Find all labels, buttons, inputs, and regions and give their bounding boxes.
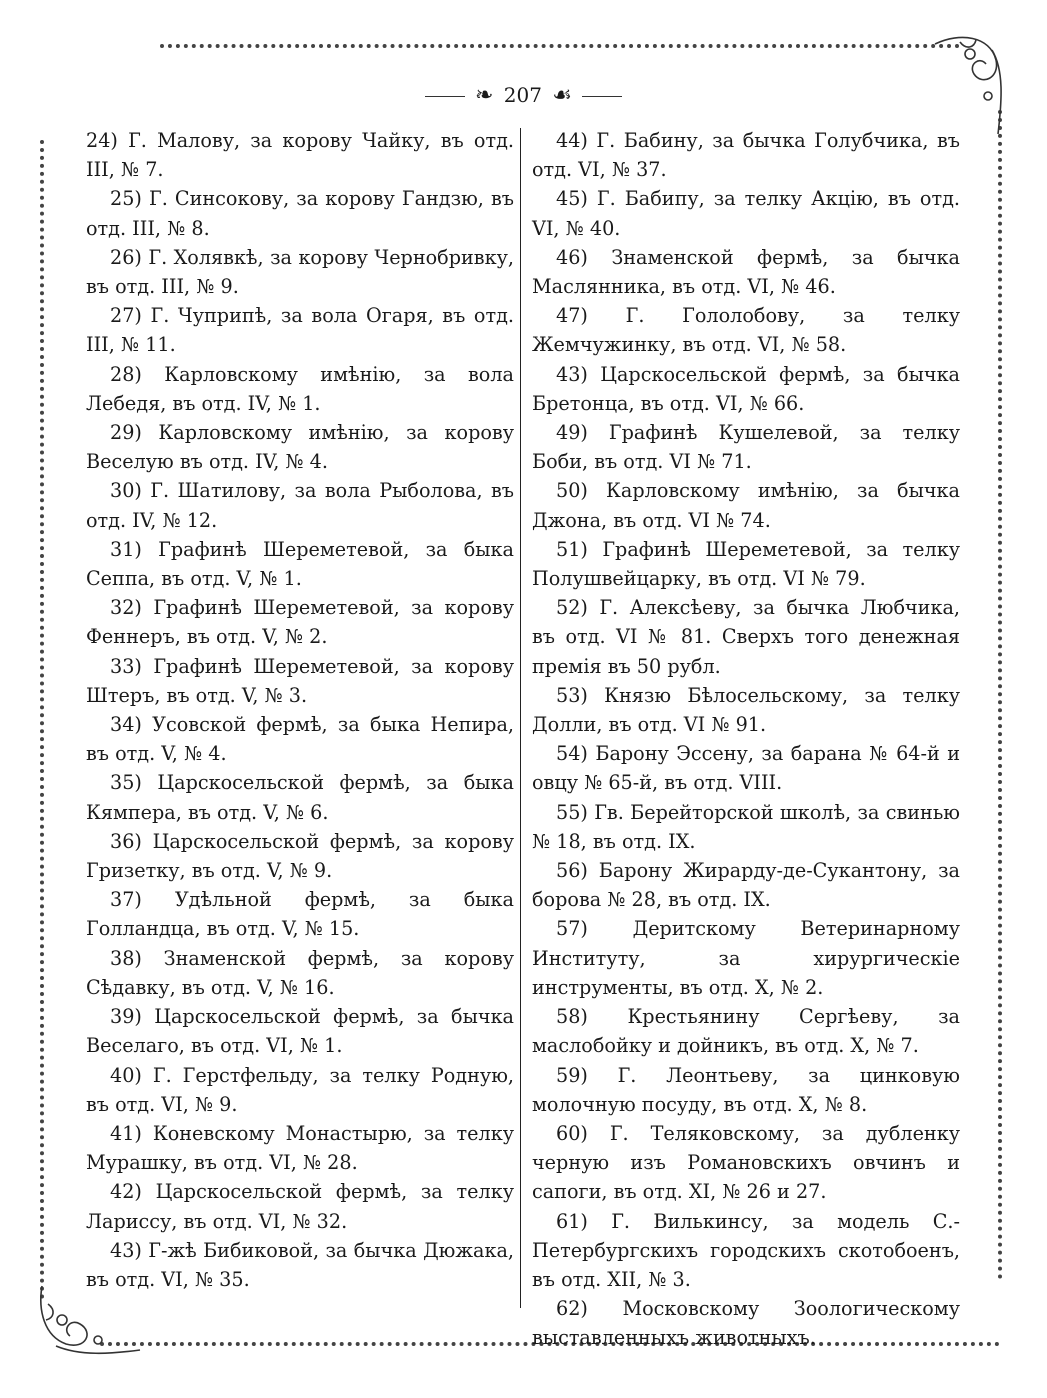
list-item: 24) Г. Малову, за корову Чайку, въ отд. III, № 7. [86, 129, 514, 182]
list-item: 28) Карловскому имѣнію, за вола Лебедя, въ отд. IV, № 1. [86, 362, 514, 415]
list-item: 47) Г. Гололобову, за телку Жемчужинку, въ отд. VI, № 58. [532, 304, 960, 357]
list-item: 52) Г. Алексѣеву, за бычка Любчика, въ отд. VI № 81. Сверхъ того денежная премія въ 50 рубл. [532, 596, 960, 678]
list-item: 34) Усовской фермѣ, за быка Непира, въ отд. V, № 4. [86, 713, 514, 766]
column-divider [520, 128, 521, 1308]
list-item: 53) Князю Бѣлосельскому, за телку Долли, въ отд. VI № 91. [532, 683, 960, 737]
list-item: 41) Коневскому Монастырю, за телку Мурашку, въ отд. VI, № 28. [86, 1121, 514, 1175]
list-item: 57) Деритскому Ветеринарному Институту, за хирургическіе инструменты, въ отд. X, № 2. [532, 917, 960, 999]
list-item: 43) Г-жѣ Бибиковой, за бычка Дюжака, въ отд. VI, № 35. [86, 1238, 514, 1291]
header-dash-left [425, 96, 465, 97]
left-column [86, 126, 514, 1294]
page-header [0, 82, 1047, 109]
list-item: 46) Знаменской фермѣ, за бычка Маслянника, въ отд. VI, № 46. [532, 245, 960, 299]
list-item: 51) Графинѣ Шереметевой, за телку Полушвейцарку, въ отд. VI № 79. [532, 537, 960, 591]
list-item: 29) Карловскому имѣнію, за корову Веселую въ отд. IV, № 4. [86, 421, 514, 474]
list-item: 54) Барону Эссену, за барана № 64-й и овцу № 65-й, въ отд. VIII. [532, 742, 960, 795]
header-flourish-left-icon: ❧ [474, 83, 494, 108]
list-item: 49) Графинѣ Кушелевой, за телку Боби, въ отд. VI № 71. [532, 421, 960, 474]
list-item: 27) Г. Чуприпѣ, за вола Огаря, въ отд. III, № 11. [86, 304, 514, 357]
list-item: 56) Барону Жирарду-де-Сукантону, за борова № 28, въ отд. IX. [532, 859, 960, 912]
list-item: 39) Царскосельской фермѣ, за бычка Веселаго, въ отд. VI, № 1. [86, 1005, 514, 1058]
list-item: 58) Крестьянину Сергѣеву, за маслобойку и дойникъ, въ отд. X, № 7. [532, 1005, 960, 1058]
list-item: 38) Знаменской фермѣ, за корову Сѣдавку, въ отд. V, № 16. [86, 946, 514, 999]
list-item: 61) Г. Вилькинсу, за модель С.-Петербургскихъ городскихъ скотобоенъ, въ отд. XII, № 3. [532, 1209, 960, 1291]
list-item: 44) Г. Бабину, за бычка Голубчика, въ отд. VI, № 37. [532, 129, 960, 182]
right-column [532, 126, 960, 1353]
list-item: 35) Царскосельской фермѣ, за быка Кямпера, въ отд. V, № 6. [86, 771, 514, 824]
header-flourish-right-icon: ☙ [552, 83, 573, 108]
list-item: 60) Г. Теляковскому, за дубленку черную изъ Романовскихъ овчинъ и сапоги, въ отд. XI, № 26 и 27. [532, 1121, 960, 1204]
list-item: 42) Царскосельской фермѣ, за телку Лариссу, въ отд. VI, № 32. [86, 1180, 514, 1233]
list-item: 45) Г. Бабипу, за телку Акцію, въ отд. VI, № 40. [532, 187, 960, 240]
list-item: 36) Царскосельской фермѣ, за корову Гризетку, въ отд. V, № 9. [86, 829, 514, 883]
list-item: 40) Г. Герстфельду, за телку Родную, въ отд. VI, № 9. [86, 1063, 514, 1116]
list-item: 25) Г. Синсокову, за корову Гандзю, въ отд. III, № 8. [86, 187, 514, 240]
list-item: 59) Г. Леонтьеву, за цинковую молочную посуду, въ отд. X, № 8. [532, 1063, 960, 1116]
list-item: 31) Графинѣ Шереметевой, за быка Сеппа, въ отд. V, № 1. [86, 537, 514, 591]
top-border-rule [160, 44, 960, 48]
list-item: 30) Г. Шатилову, за вола Рыболова, въ отд. IV, № 12. [86, 479, 514, 532]
list-item: 37) Удѣльной фермѣ, за быка Голландца, въ отд. V, № 15. [86, 888, 514, 941]
list-item: 32) Графинѣ Шереметевой, за корову Феннеръ, въ отд. V, № 2. [86, 596, 514, 649]
list-item: 43) Царскосельской фермѣ, за бычка Бретонца, въ отд. VI, № 66. [532, 362, 960, 415]
right-border-rule [998, 110, 1002, 1280]
list-item: 26) Г. Холявкѣ, за корову Чернобривку, въ отд. III, № 9. [86, 245, 514, 299]
list-item: 33) Графинѣ Шереметевой, за корову Штеръ, въ отд. V, № 3. [86, 654, 514, 707]
list-item: 50) Карловскому имѣнію, за бычка Джона, въ отд. VI № 74. [532, 479, 960, 532]
list-item: 55) Гв. Берейторской школѣ, за свинью № 18, въ отд. IX. [532, 800, 960, 853]
left-border-rule [40, 140, 44, 1300]
list-item: 62) Московскому Зоологическому выставленныхъ животныхъ. [532, 1297, 960, 1350]
header-dash-right [582, 96, 622, 97]
page-number: 207 [503, 83, 542, 107]
